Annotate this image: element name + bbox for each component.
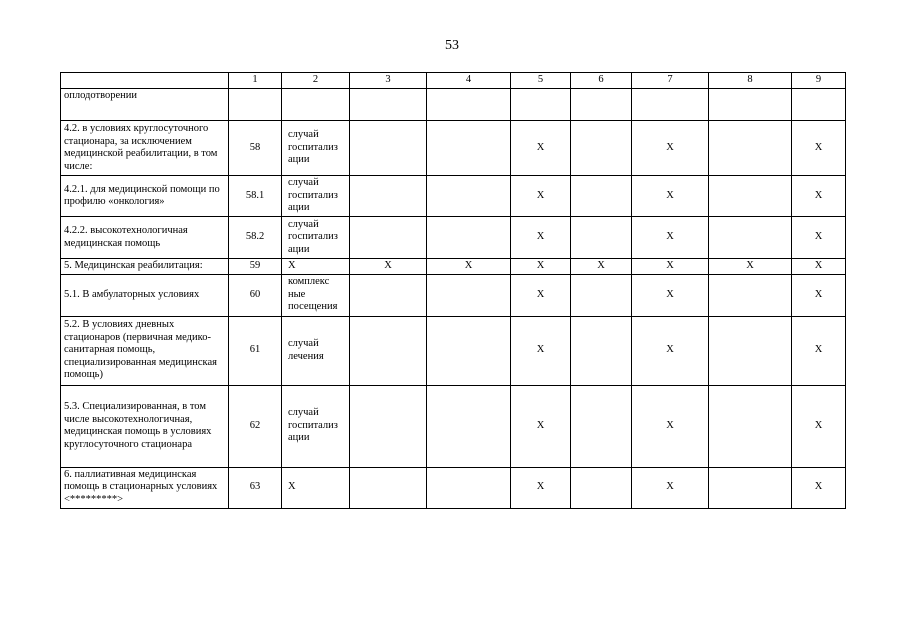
cell-col-3	[350, 316, 427, 385]
cell-col-6	[571, 217, 632, 259]
cell-col-6: Х	[571, 259, 632, 275]
table-row	[61, 467, 846, 508]
table-row	[61, 316, 846, 385]
cell-col-8	[709, 467, 792, 508]
cell-col-4	[427, 316, 511, 385]
row-unit: Х	[282, 259, 350, 275]
cell-col-9: Х	[792, 259, 846, 275]
row-name: 5.3. Специализированная, в том числе высокотехнологичная, медицинская помощь в условиях круглосуточного стационара	[61, 385, 229, 467]
column-number: 1	[229, 73, 282, 89]
cell-col-5: Х	[511, 274, 571, 316]
cell-col-8	[709, 385, 792, 467]
row-number	[229, 89, 282, 121]
cell-col-4	[427, 121, 511, 176]
cell-col-4: Х	[427, 259, 511, 275]
cell-col-7: Х	[632, 274, 709, 316]
cell-col-9: Х	[792, 316, 846, 385]
cell-col-7: Х	[632, 259, 709, 275]
cell-col-5: Х	[511, 385, 571, 467]
column-number	[61, 73, 229, 89]
column-number: 6	[571, 73, 632, 89]
cell-col-6	[571, 176, 632, 217]
column-number: 4	[427, 73, 511, 89]
cell-col-4	[427, 217, 511, 259]
cell-col-5: Х	[511, 316, 571, 385]
table-row	[61, 217, 846, 259]
cell-col-9: Х	[792, 217, 846, 259]
row-unit: Х	[282, 467, 350, 508]
cell-col-5: Х	[511, 259, 571, 275]
column-number: 3	[350, 73, 427, 89]
column-number: 8	[709, 73, 792, 89]
cell-col-3	[350, 176, 427, 217]
cell-col-3	[350, 217, 427, 259]
cell-col-4	[427, 176, 511, 217]
row-name: 5.1. В амбулаторных условиях	[61, 274, 229, 316]
row-number: 60	[229, 274, 282, 316]
cell-col-9: Х	[792, 467, 846, 508]
row-number: 58.2	[229, 217, 282, 259]
row-unit: случай госпитализ ации	[282, 176, 350, 217]
cell-col-6	[571, 274, 632, 316]
cell-col-7: Х	[632, 385, 709, 467]
cell-col-7: Х	[632, 176, 709, 217]
table-row	[61, 121, 846, 176]
table-row	[61, 89, 846, 121]
column-number: 5	[511, 73, 571, 89]
row-number: 58	[229, 121, 282, 176]
row-unit: комплекс ные посещения	[282, 274, 350, 316]
cell-col-7: Х	[632, 316, 709, 385]
cell-col-8: Х	[709, 259, 792, 275]
row-name: оплодотворении	[61, 89, 229, 121]
row-number: 62	[229, 385, 282, 467]
row-name: 4.2.1. для медицинской помощи по профилю «онкология»	[61, 176, 229, 217]
cell-col-5	[511, 89, 571, 121]
cell-col-5: Х	[511, 217, 571, 259]
row-unit: случай госпитализ ации	[282, 385, 350, 467]
cell-col-3: Х	[350, 259, 427, 275]
row-number: 58.1	[229, 176, 282, 217]
cell-col-8	[709, 89, 792, 121]
column-number: 2	[282, 73, 350, 89]
cell-col-5: Х	[511, 121, 571, 176]
row-number: 59	[229, 259, 282, 275]
cell-col-3	[350, 121, 427, 176]
row-unit	[282, 89, 350, 121]
cell-col-9	[792, 89, 846, 121]
cell-col-8	[709, 217, 792, 259]
row-unit: случай лечения	[282, 316, 350, 385]
cell-col-4	[427, 467, 511, 508]
cell-col-4	[427, 89, 511, 121]
cell-col-3	[350, 274, 427, 316]
cell-col-5: Х	[511, 467, 571, 508]
table-row	[61, 176, 846, 217]
cell-col-3	[350, 89, 427, 121]
column-number: 9	[792, 73, 846, 89]
cell-col-9: Х	[792, 176, 846, 217]
cell-col-8	[709, 274, 792, 316]
cell-col-6	[571, 121, 632, 176]
row-name: 6. паллиативная медицинская помощь в стационарных условиях <*********>	[61, 467, 229, 508]
cell-col-9: Х	[792, 274, 846, 316]
cell-col-6	[571, 316, 632, 385]
cell-col-3	[350, 385, 427, 467]
cell-col-9: Х	[792, 385, 846, 467]
cell-col-7: Х	[632, 467, 709, 508]
cell-col-5: Х	[511, 176, 571, 217]
data-table	[60, 72, 846, 509]
cell-col-7: Х	[632, 217, 709, 259]
table-row	[61, 274, 846, 316]
row-unit: случай госпитализ ации	[282, 217, 350, 259]
cell-col-9: Х	[792, 121, 846, 176]
column-number: 7	[632, 73, 709, 89]
row-number: 61	[229, 316, 282, 385]
cell-col-8	[709, 316, 792, 385]
page-number: 53	[445, 38, 459, 53]
row-unit: случай госпитализ ации	[282, 121, 350, 176]
cell-col-6	[571, 89, 632, 121]
table-row	[61, 385, 846, 467]
cell-col-3	[350, 467, 427, 508]
row-name: 5. Медицинская реабилитация:	[61, 259, 229, 275]
cell-col-7: Х	[632, 121, 709, 176]
row-name: 4.2.2. высокотехнологичная медицинская помощь	[61, 217, 229, 259]
row-name: 4.2. в условиях круглосуточного стационара, за исключением медицинской реабилитации, в том числе:	[61, 121, 229, 176]
cell-col-6	[571, 385, 632, 467]
row-name: 5.2. В условиях дневных стационаров (первичная медико-санитарная помощь, специализированная медицинская помощь)	[61, 316, 229, 385]
row-number: 63	[229, 467, 282, 508]
cell-col-4	[427, 385, 511, 467]
cell-col-8	[709, 121, 792, 176]
column-number-row	[61, 73, 846, 89]
cell-col-7	[632, 89, 709, 121]
cell-col-6	[571, 467, 632, 508]
table-row	[61, 259, 846, 275]
cell-col-8	[709, 176, 792, 217]
cell-col-4	[427, 274, 511, 316]
